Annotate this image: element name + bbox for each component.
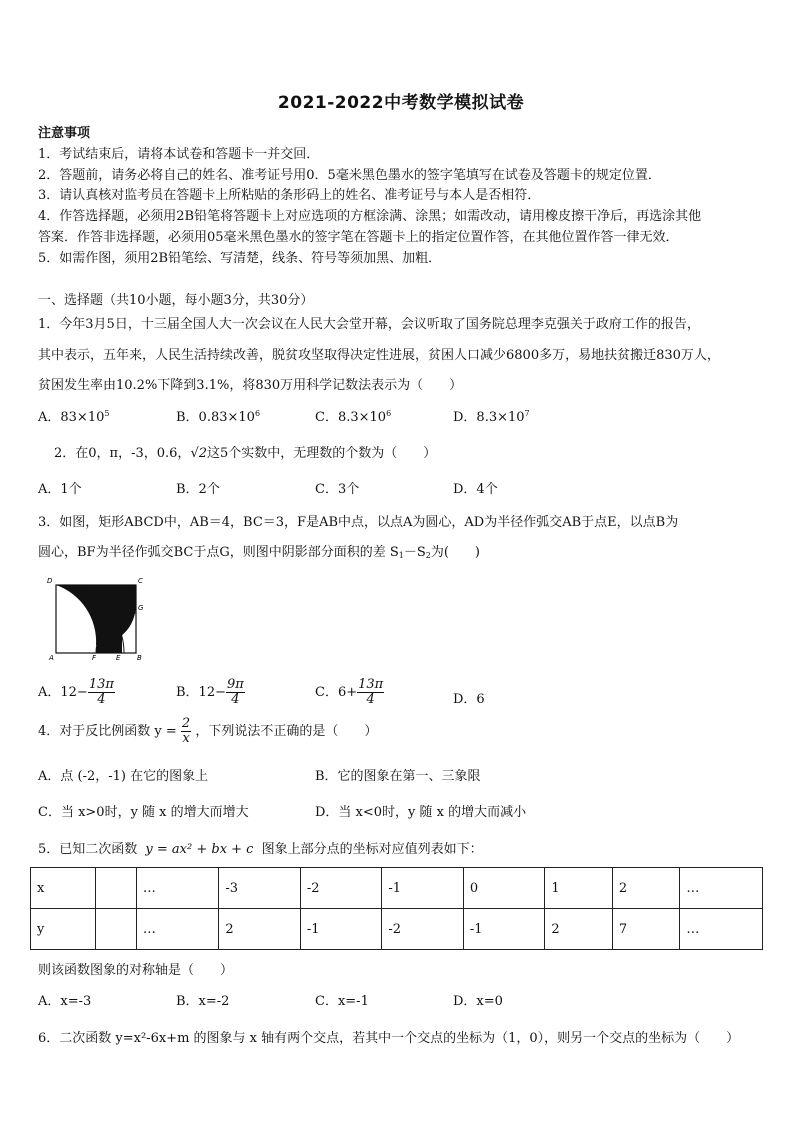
q2-option-a: A．1个 <box>38 482 82 497</box>
label-f: F <box>92 654 97 661</box>
q4-option-d: D．当 x<0时，y 随 x 的增大而减小 <box>315 805 527 820</box>
notice-item: 5．如需作图，须用2B铅笔绘、写清楚，线条、符号等须加黑、加粗． <box>38 251 442 266</box>
table-cell: 7 <box>612 909 680 950</box>
table-cell: x <box>31 868 96 909</box>
sqrt-two: √2 <box>190 446 207 461</box>
table-cell: 2 <box>545 909 613 950</box>
q1-line: 1．今年3月5日，十三届全国人大一次会议在人民大会堂开幕，会议听取了国务院总理李克强关于政府工作的报告， <box>38 317 700 332</box>
q1-options <box>38 406 764 426</box>
q4-option-c: C．当 x>0时，y 随 x 的增大而增大 <box>38 805 249 820</box>
q5-option-c: C．x=-1 <box>315 994 369 1009</box>
q5-option-d: D．x=0 <box>453 994 503 1009</box>
q1-option-a: A．$83\times 10^5$ <box>38 409 110 425</box>
notice-item: 1．考试结束后，请将本试卷和答题卡一并交回． <box>38 147 320 162</box>
table-cell: … <box>136 868 219 909</box>
q5-question: 则该函数图象的对称轴是（ ） <box>38 963 234 978</box>
table-cell: -2 <box>382 909 463 950</box>
q5-formula: y = ax² + bx + c <box>145 842 254 857</box>
q4-options-row1 <box>38 765 764 785</box>
label-g: G <box>138 604 144 612</box>
label-e: E <box>116 654 121 661</box>
section-heading: 一、选择题（共10小题，每小题3分，共30分） <box>38 293 314 308</box>
q1-option-c: C．$8.3\times 10^6$ <box>315 409 392 425</box>
table-cell: -1 <box>382 868 463 909</box>
q4-options-row2 <box>38 801 764 821</box>
table-cell: -1 <box>463 909 544 950</box>
table-cell: … <box>680 909 763 950</box>
q2-option-b: B．2个 <box>176 482 220 497</box>
q5-option-a: A．x=-3 <box>38 994 92 1009</box>
q2-options <box>38 478 764 498</box>
label-c: C <box>138 577 143 585</box>
notice-item: 2．答题前，请务必将自己的姓名、准考证号用0．5毫米黑色墨水的签字笔填写在试卷及答题卡的规定位置． <box>38 168 661 183</box>
notice-item: 答案．作答非选择题，必须用05毫米黑色墨水的签字笔在答题卡上的指定位置作答，在其他位置作答一律无效． <box>38 230 679 245</box>
q5-stem: 5．已知二次函数 y = ax² + bx + c 图象上部分点的坐标对应值列表如下： <box>38 842 483 857</box>
rectangle-arcs-figure <box>46 577 156 661</box>
notice-item: 3．请认真核对监考员在答题卡上所粘贴的条形码上的姓名、准考证号与本人是否相符． <box>38 188 541 203</box>
q3-option-c: C．6+ $\frac{13\pi}{4}$ <box>315 677 384 707</box>
q4-option-a: A．点 (-2，-1) 在它的图象上 <box>38 769 209 784</box>
values-table <box>30 867 763 950</box>
q1-line: 其中表示，五年来，人民生活持续改善，脱贫攻坚取得决定性进展，贫困人口减少6800多万，易地扶贫搬迁830万人， <box>38 348 720 363</box>
q1-option-d: D．$8.3\times 10^7$ <box>453 409 530 425</box>
notice-heading: 注意事项 <box>38 126 91 141</box>
q2-stem: 2．在0，π，-3，0.6，√2这5个实数中，无理数的个数为（ ） <box>54 446 437 461</box>
q2-option-d: D．4个 <box>453 482 498 497</box>
q2-option-c: C．3个 <box>315 482 360 497</box>
label-d: D <box>47 577 53 585</box>
table-row <box>31 909 763 950</box>
q1-line: 贫困发生率由10.2%下降到3.1%，将830万用科学记数法表示为（ ） <box>38 378 463 393</box>
table-cell: -1 <box>300 909 381 950</box>
table-cell: … <box>680 868 763 909</box>
table-cell: … <box>136 909 219 950</box>
q4-option-b: B．它的图象在第一、三象限 <box>315 769 481 784</box>
table-cell: 2 <box>612 868 680 909</box>
table-cell: 2 <box>219 909 300 950</box>
exam-title: 2021-2022中考数学模拟试卷 <box>277 93 525 113</box>
q3-option-b: B．12− $\frac{9\pi}{4}$ <box>176 677 244 707</box>
q3-option-a: A．12− $\frac{13\pi}{4}$ <box>38 677 114 707</box>
table-cell: -3 <box>219 868 300 909</box>
q1-option-b: B．$0.83\times 10^6$ <box>176 409 261 425</box>
q3-line: 圆心，BF为半径作弧交BC于点G，则图中阴影部分面积的差 $S_1-S_2$为( ) <box>38 545 480 560</box>
q6-stem: 6．二次函数 y=x²-6x+m 的图象与 x 轴有两个交点，若其中一个交点的坐标为（1，0），则另一个交点的坐标为（ ） <box>38 1031 740 1046</box>
q3-line: 3．如图，矩形ABCD中，AB＝4，BC＝3，F是AB中点，以点A为圆心，AD为半径作弧交AB于点E，以点B为 <box>38 515 679 530</box>
q5-options <box>38 990 764 1010</box>
table-cell <box>95 909 136 950</box>
label-b: B <box>137 654 142 661</box>
q5-option-b: B．x=-2 <box>176 994 230 1009</box>
q3-option-d: D．6 <box>453 692 485 707</box>
table-cell <box>95 868 136 909</box>
table-cell: 0 <box>463 868 544 909</box>
table-cell: -2 <box>300 868 381 909</box>
notice-item: 4．作答选择题，必须用2B铅笔将答题卡上对应选项的方框涂满、涂黑；如需改动，请用橡皮擦干净后，再选涂其他 <box>38 209 702 224</box>
q4-stem: 4．对于反比例函数 y = $\frac{2}{x}$ ，下列说法不正确的是（ ） <box>38 716 378 746</box>
label-a: A <box>49 654 54 661</box>
table-cell: 1 <box>545 868 613 909</box>
table-row <box>31 868 763 909</box>
q3-options <box>38 672 764 712</box>
table-cell: y <box>31 909 96 950</box>
